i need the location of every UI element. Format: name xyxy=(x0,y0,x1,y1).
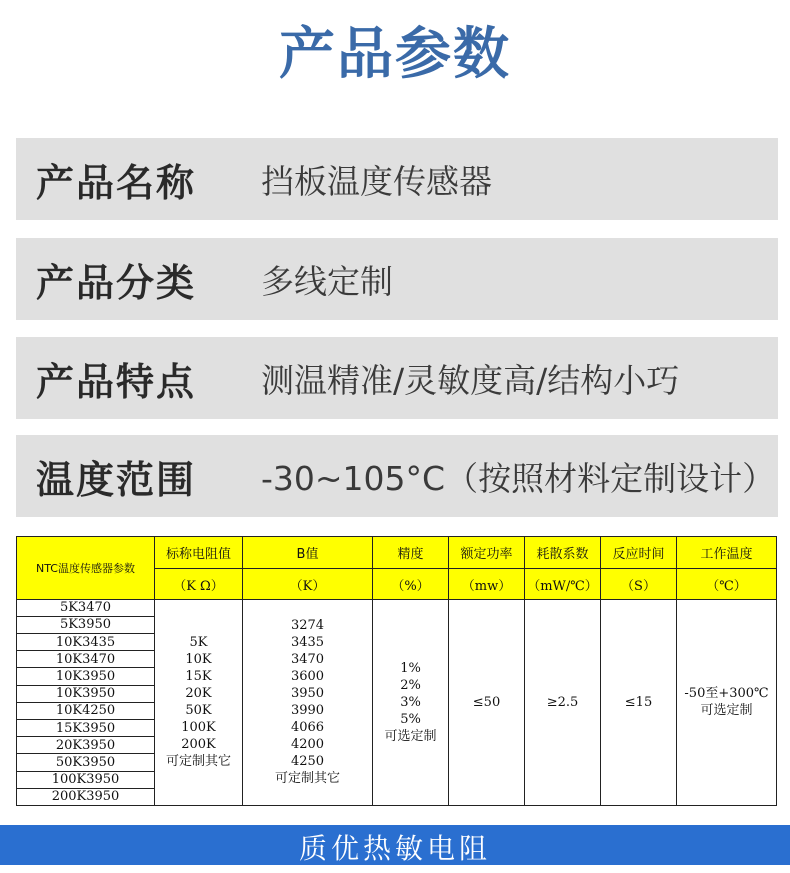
parameter-table xyxy=(16,536,777,806)
model-cell: 100K3950 xyxy=(17,771,155,788)
power-value: ≤50 xyxy=(449,599,525,805)
resistance-value: 200K xyxy=(181,737,216,753)
b-value: 3990 xyxy=(290,703,325,719)
header-b-value: B值 xyxy=(243,537,373,569)
b-value: 4066 xyxy=(290,720,325,736)
spec-value: -30~105°C（按照材料定制设计） xyxy=(261,458,776,498)
spec-row-name xyxy=(16,138,778,220)
spec-row-category xyxy=(16,238,778,320)
b-values xyxy=(243,599,373,805)
b-value: 可定制其它 xyxy=(274,771,340,787)
resistance-value: 5K xyxy=(189,635,208,651)
model-cell: 10K3470 xyxy=(17,651,155,668)
b-value: 3600 xyxy=(290,669,325,685)
b-value: 4200 xyxy=(290,737,325,753)
resistance-value: 100K xyxy=(181,720,216,736)
model-cell: 200K3950 xyxy=(17,788,155,805)
unit-resistance: （K Ω） xyxy=(155,569,243,599)
b-value: 4250 xyxy=(290,754,325,770)
b-value: 3435 xyxy=(290,635,325,651)
header-response: 反应时间 xyxy=(601,537,677,569)
unit-b-value: （K） xyxy=(243,569,373,599)
model-cell: 10K3950 xyxy=(17,668,155,685)
bottom-banner: 质优热敏电阻 xyxy=(0,825,790,865)
resistance-value: 15K xyxy=(185,669,212,685)
work-temp-values xyxy=(677,599,777,805)
b-value: 3470 xyxy=(290,652,325,668)
resistance-value: 50K xyxy=(185,703,212,719)
page-title: 产品参数 xyxy=(279,22,511,87)
model-cell: 5K3950 xyxy=(17,616,155,633)
header-resistance: 标称电阻值 xyxy=(155,537,243,569)
spec-value: 多线定制 xyxy=(261,261,393,301)
table-corner-header: NTC温度传感器参数 xyxy=(17,537,155,600)
unit-response: （S） xyxy=(601,569,677,599)
accuracy-value: 1% xyxy=(400,660,421,676)
accuracy-value: 5% xyxy=(400,711,421,727)
header-dissipation: 耗散系数 xyxy=(525,537,601,569)
response-value: ≤15 xyxy=(601,599,677,805)
spec-row-features xyxy=(16,337,778,419)
spec-value: 挡板温度传感器 xyxy=(261,161,492,201)
dissipation-value: ≥2.5 xyxy=(525,599,601,805)
b-value: 3274 xyxy=(290,618,325,634)
spec-row-temperature xyxy=(16,435,778,517)
accuracy-value: 2% xyxy=(400,677,421,693)
b-value: 3950 xyxy=(290,686,325,702)
resistance-value: 可定制其它 xyxy=(165,754,231,770)
spec-label: 温度范围 xyxy=(36,457,197,502)
accuracy-value: 3% xyxy=(400,694,421,710)
unit-power: （mw） xyxy=(449,569,525,599)
model-cell: 10K4250 xyxy=(17,702,155,719)
model-cell: 10K3950 xyxy=(17,685,155,702)
spec-label: 产品名称 xyxy=(36,160,197,205)
accuracy-value: 可选定制 xyxy=(384,728,437,744)
spec-label: 产品特点 xyxy=(36,359,197,404)
model-cell: 20K3950 xyxy=(17,737,155,754)
work-temp-value: 可选定制 xyxy=(700,703,753,719)
header-work-temp: 工作温度 xyxy=(677,537,777,569)
header-power: 额定功率 xyxy=(449,537,525,569)
spec-label: 产品分类 xyxy=(36,260,197,305)
model-cell: 5K3470 xyxy=(17,599,155,616)
header-accuracy: 精度 xyxy=(373,537,449,569)
resistance-value: 20K xyxy=(185,686,212,702)
unit-accuracy: （%） xyxy=(373,569,449,599)
model-cell: 15K3950 xyxy=(17,720,155,737)
work-temp-value: -50至+300℃ xyxy=(684,686,769,702)
resistance-value: 10K xyxy=(185,652,212,668)
model-cell: 10K3435 xyxy=(17,634,155,651)
accuracy-values xyxy=(373,599,449,805)
unit-dissipation: （mW/℃） xyxy=(525,569,601,599)
unit-work-temp: （℃） xyxy=(677,569,777,599)
model-cell: 50K3950 xyxy=(17,754,155,771)
spec-value: 测温精准/灵敏度高/结构小巧 xyxy=(261,360,680,400)
resistance-values xyxy=(155,599,243,805)
